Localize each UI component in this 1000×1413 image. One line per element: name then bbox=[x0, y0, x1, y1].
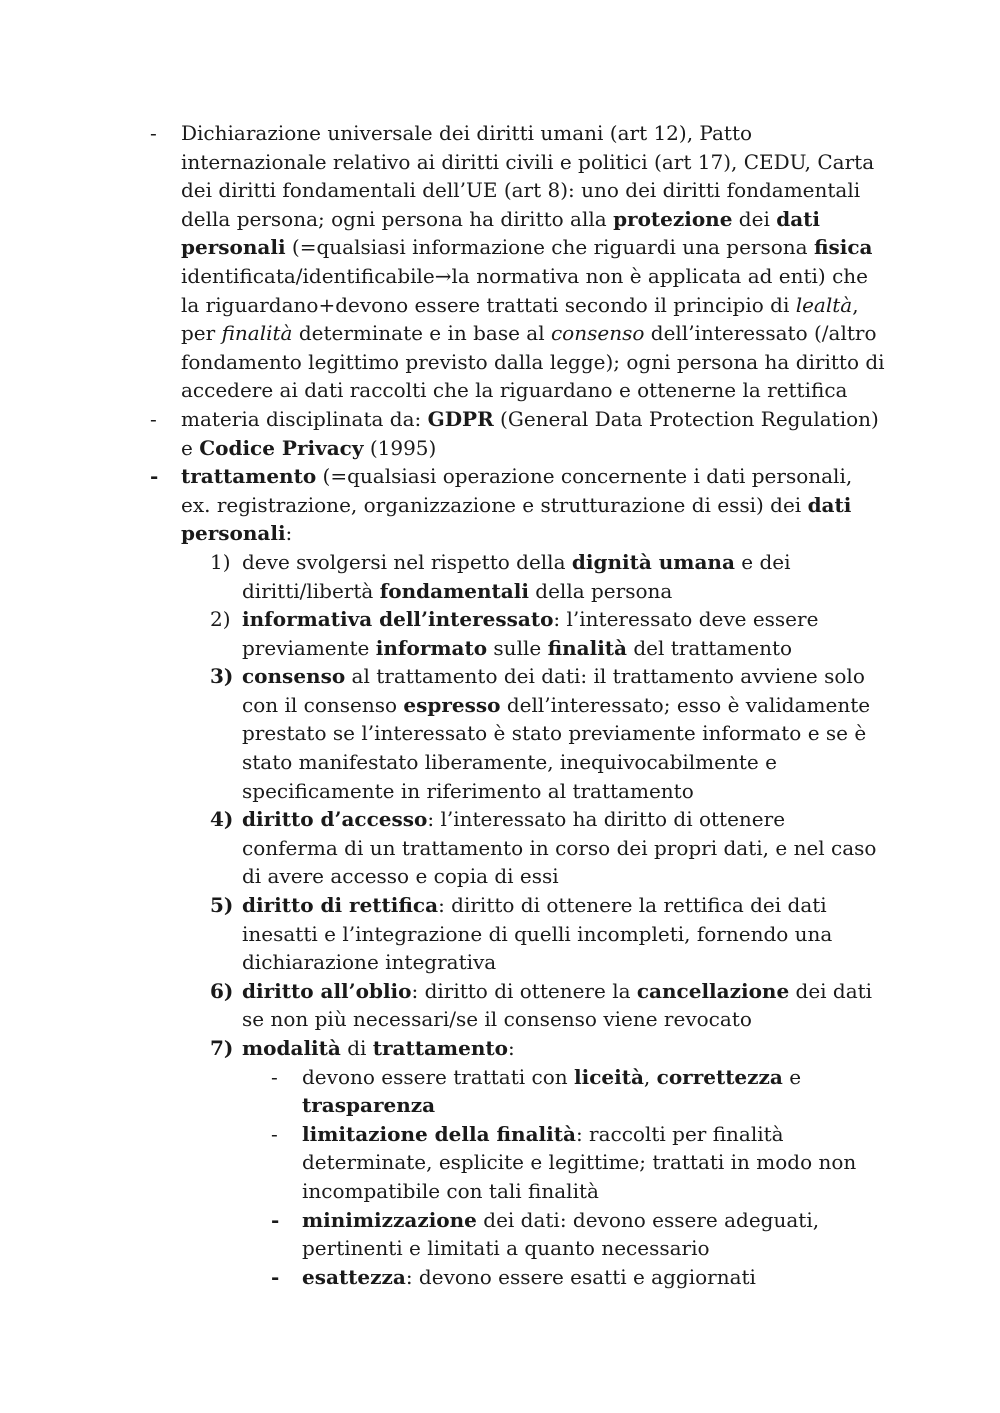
text-run: e dei diritti/libertà bbox=[242, 549, 791, 603]
text-run: deve svolgersi nel rispetto della bbox=[242, 549, 572, 574]
bullet-text bbox=[181, 121, 885, 402]
bold-text: finalità bbox=[547, 635, 627, 660]
text-run: sulle bbox=[487, 635, 548, 660]
text-run: dell’interessato; esso è validamente prestato se l’interessato è stato previamente informato e se è stato manifestato liberamente, inequivocabilmente e specificamente in riferimento al trattamento bbox=[242, 692, 871, 803]
text-run: : l’interessato ha diritto di ottenere conferma di un trattamento in corso dei propri dati, e nel caso di avere accesso e copia di essi bbox=[242, 807, 877, 889]
text-run: determinate e in base al bbox=[292, 321, 551, 346]
bold-text: consenso bbox=[242, 664, 346, 689]
numbered-item bbox=[150, 548, 885, 605]
bullet-item bbox=[150, 462, 885, 548]
text-run: : devono essere esatti e aggiornati bbox=[405, 1264, 756, 1289]
bold-text: espresso bbox=[403, 692, 501, 717]
bold-text: cancellazione bbox=[636, 978, 790, 1003]
bullet-marker: - bbox=[150, 406, 157, 431]
number-marker: 5) bbox=[210, 893, 234, 918]
numbered-text bbox=[242, 979, 872, 1032]
sub-bullet-item bbox=[150, 1263, 885, 1292]
number-marker: 4) bbox=[210, 807, 234, 832]
bold-text: fisica bbox=[813, 235, 873, 260]
bullet-item bbox=[150, 405, 885, 462]
text-run: (General Data Protection Regulation) e bbox=[181, 406, 879, 460]
sub-bullet-text bbox=[302, 1208, 819, 1261]
bold-text: correttezza bbox=[656, 1064, 783, 1089]
italic-text: finalità bbox=[221, 321, 293, 346]
text-run: della persona bbox=[528, 578, 673, 603]
sub-bullet-marker: - bbox=[271, 1121, 278, 1146]
sub-bullet-text bbox=[302, 1065, 801, 1118]
text-run: : bbox=[507, 1036, 515, 1060]
bold-text: trattamento bbox=[372, 1036, 508, 1060]
bold-text: informato bbox=[375, 635, 488, 660]
sub-bullet-marker: - bbox=[271, 1207, 280, 1232]
bold-text: minimizzazione bbox=[302, 1207, 477, 1232]
text-run: e bbox=[782, 1064, 802, 1089]
number-marker: 6) bbox=[210, 978, 234, 1003]
bold-text: Codice Privacy bbox=[199, 435, 364, 460]
text-run: (=qualsiasi informazione che riguardi una persona bbox=[285, 235, 814, 260]
bold-text: diritto d’accesso bbox=[242, 807, 428, 832]
bold-text: diritto all’oblio bbox=[242, 978, 412, 1003]
text-run: (=qualsiasi operazione concernente i dati personali, ex. registrazione, organizzazione e strutturazione di essi) dei bbox=[181, 464, 853, 517]
bold-text: fondamentali bbox=[379, 578, 529, 603]
document-body bbox=[150, 119, 885, 1291]
text-run: , per bbox=[181, 292, 859, 346]
text-run: dei dati: devono essere adeguati, pertinenti e limitati a quanto necessario bbox=[302, 1207, 820, 1261]
bold-text: limitazione della finalità bbox=[302, 1121, 576, 1146]
numbered-item bbox=[150, 891, 885, 977]
text-run: dei bbox=[732, 206, 777, 231]
numbered-item bbox=[150, 662, 885, 805]
bullet-item bbox=[150, 119, 885, 405]
bold-text: protezione bbox=[613, 206, 733, 231]
text-run: al trattamento dei dati: il trattamento avviene solo con il consenso bbox=[242, 664, 865, 717]
bold-text: dati personali bbox=[181, 206, 820, 260]
sub-bullet-marker: - bbox=[271, 1064, 278, 1089]
numbered-item bbox=[150, 1034, 885, 1063]
italic-text: consenso bbox=[550, 321, 645, 346]
bold-text: diritto di rettifica bbox=[242, 893, 439, 918]
bullet-marker: - bbox=[150, 464, 159, 489]
bold-text: trattamento bbox=[181, 464, 317, 489]
numbered-item bbox=[150, 805, 885, 891]
text-run: , bbox=[643, 1064, 657, 1089]
bold-text: dati personali bbox=[181, 492, 852, 546]
text-run: di bbox=[340, 1036, 373, 1060]
text-run: Dichiarazione universale dei diritti umani (art 12), Patto internazionale relativo ai diritti civili e politici (art 17), CEDU, Carta dei diritti fondamentali dell’UE (art 8): uno dei diritti fondamentali della persona; ogni persona ha diritto alla bbox=[181, 121, 875, 231]
text-run: (1995) bbox=[363, 435, 437, 460]
text-run: : diritto di ottenere la rettifica dei dati inesatti e l’integrazione di quelli incompleti, fornendo una dichiarazione integrativa bbox=[242, 893, 833, 975]
text-run: : raccolti per finalità determinate, esplicite e legittime; trattati in modo non incompatibile con tali finalità bbox=[302, 1121, 857, 1203]
sub-bullet-item bbox=[150, 1063, 885, 1120]
number-marker: 1) bbox=[210, 549, 231, 574]
text-run: del trattamento bbox=[627, 635, 793, 660]
bold-text: esattezza bbox=[302, 1264, 406, 1289]
sub-bullet-marker: - bbox=[271, 1264, 280, 1289]
numbered-text bbox=[242, 893, 832, 974]
text-run: : l’interessato deve essere previamente bbox=[242, 607, 819, 660]
text-run: : diritto di ottenere la bbox=[411, 978, 637, 1003]
bold-text: dignità umana bbox=[571, 549, 735, 574]
number-marker: 7) bbox=[210, 1036, 234, 1060]
text-run: dei dati se non più necessari/se il consenso viene revocato bbox=[242, 978, 873, 1032]
sub-bullet-item bbox=[150, 1120, 885, 1206]
italic-text: lealtà bbox=[795, 292, 853, 317]
text-run: identificata/identificabile→la normativa non è applicata ad enti) che la riguardano+devono essere trattati secondo il principio di bbox=[181, 263, 869, 317]
bold-text: liceità bbox=[574, 1064, 644, 1089]
numbered-item bbox=[150, 605, 885, 662]
bold-text: GDPR bbox=[427, 406, 494, 431]
bold-text: trasparenza bbox=[302, 1093, 436, 1118]
number-marker: 2) bbox=[210, 607, 231, 632]
sub-bullet-item bbox=[150, 1206, 885, 1263]
numbered-item bbox=[150, 977, 885, 1034]
sub-bullet-text bbox=[302, 1122, 856, 1203]
numbered-text bbox=[242, 550, 791, 603]
text-run: : bbox=[285, 521, 293, 546]
bold-text: modalità bbox=[242, 1036, 341, 1060]
bold-text: informativa dell’interessato bbox=[242, 607, 554, 632]
numbered-text bbox=[242, 664, 870, 802]
sub-bullet-text bbox=[302, 1265, 756, 1289]
bullet-text bbox=[181, 407, 879, 460]
number-marker: 3) bbox=[210, 664, 234, 689]
numbered-text bbox=[242, 607, 818, 660]
text-run: materia disciplinata da: bbox=[181, 406, 428, 431]
text-run: dell’interessato (/altro fondamento legittimo previsto dalla legge); ogni persona ha diritto di accedere ai dati raccolti che la riguardano e ottenerne la rettifica bbox=[181, 321, 885, 403]
bullet-text bbox=[181, 464, 852, 545]
text-run: devono essere trattati con bbox=[302, 1064, 575, 1089]
numbered-text bbox=[242, 807, 876, 888]
bullet-marker: - bbox=[150, 121, 157, 145]
numbered-text bbox=[242, 1036, 515, 1060]
